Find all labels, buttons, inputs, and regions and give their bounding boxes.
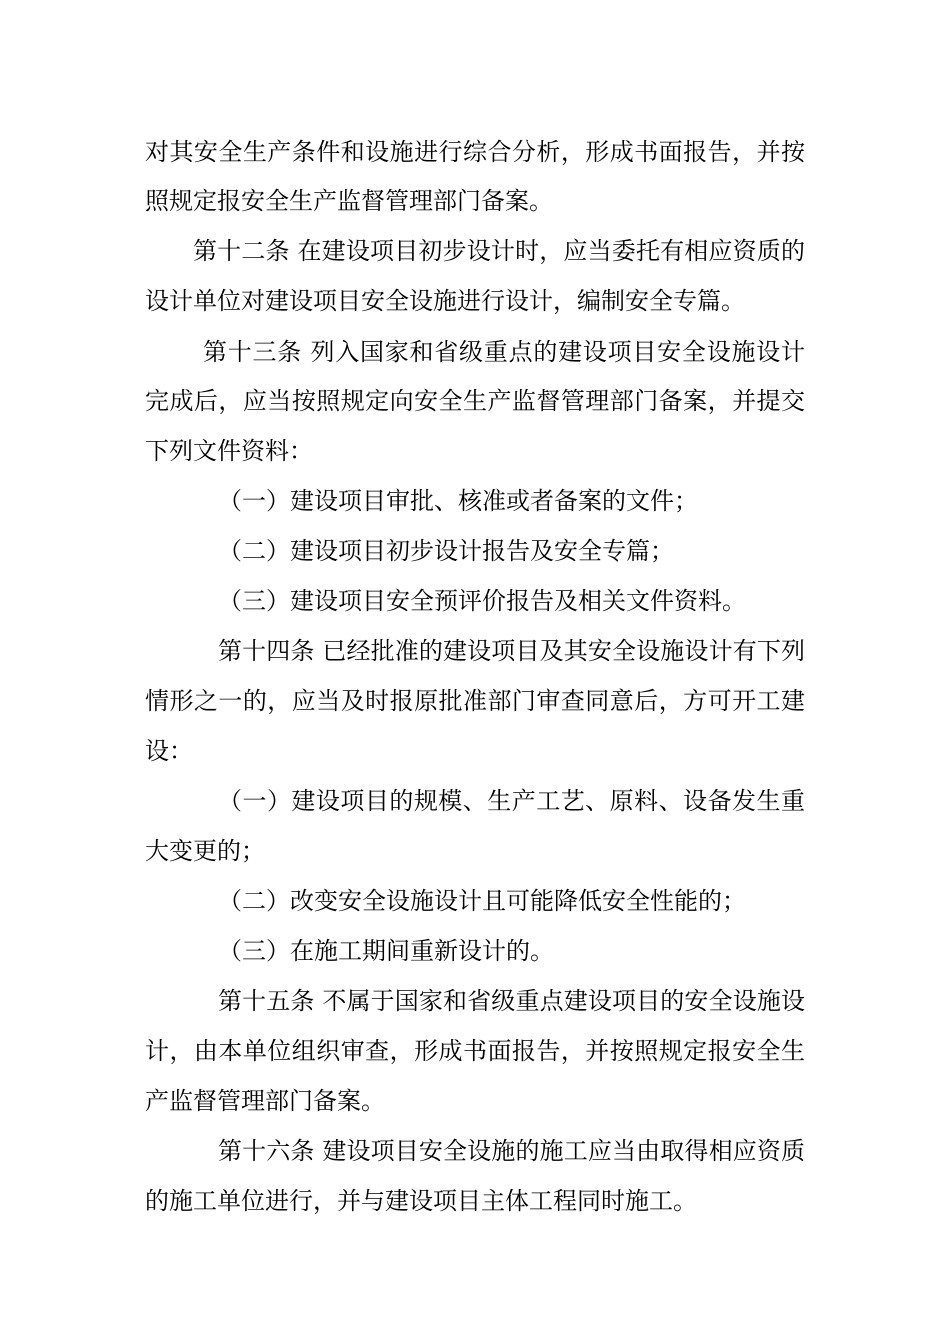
article-15-line: 产监督管理部门备案。 xyxy=(145,1087,385,1115)
article-13-line: 下列文件资料： xyxy=(145,437,313,465)
paragraph-line: 对其安全生产条件和设施进行综合分析，形成书面报告，并按 xyxy=(145,138,805,166)
article-16-line: 的施工单位进行，并与建设项目主体工程同时施工。 xyxy=(145,1187,697,1215)
article-14-item-2: （二）改变安全设施设计且可能降低安全性能的； xyxy=(218,887,746,915)
article-13-item-1: （一）建设项目审批、核准或者备案的文件； xyxy=(218,487,698,515)
paragraph-line: 照规定报安全生产监督管理部门备案。 xyxy=(145,187,553,215)
article-15-line: 计，由本单位组织审查，形成书面报告，并按照规定报安全生 xyxy=(145,1037,805,1065)
article-14-line: 情形之一的，应当及时报原批准部门审查同意后，方可开工建 xyxy=(145,687,805,715)
article-13-line: 完成后，应当按照规定向安全生产监督管理部门备案，并提交 xyxy=(145,387,805,415)
article-16-line: 第十六条 建设项目安全设施的施工应当由取得相应资质 xyxy=(218,1137,805,1165)
article-14-line: 设： xyxy=(145,737,193,765)
article-13-line: 第十三条 列入国家和省级重点的建设项目安全设施设计 xyxy=(203,338,805,366)
article-13-item-3: （三）建设项目安全预评价报告及相关文件资料。 xyxy=(218,587,746,615)
article-14-item-1: 大变更的； xyxy=(145,837,265,865)
article-15-line: 第十五条 不属于国家和省级重点建设项目的安全设施设 xyxy=(218,987,805,1015)
article-12-line: 设计单位对建设项目安全设施进行设计，编制安全专篇。 xyxy=(145,287,745,315)
article-14-item-1: （一）建设项目的规模、生产工艺、原料、设备发生重 xyxy=(218,787,805,815)
article-12-line: 第十二条 在建设项目初步设计时，应当委托有相应资质的 xyxy=(193,237,805,265)
article-13-item-2: （二）建设项目初步设计报告及安全专篇； xyxy=(218,537,674,565)
article-14-line: 第十四条 已经批准的建设项目及其安全设施设计有下列 xyxy=(218,637,805,665)
article-14-item-3: （三）在施工期间重新设计的。 xyxy=(218,937,554,965)
